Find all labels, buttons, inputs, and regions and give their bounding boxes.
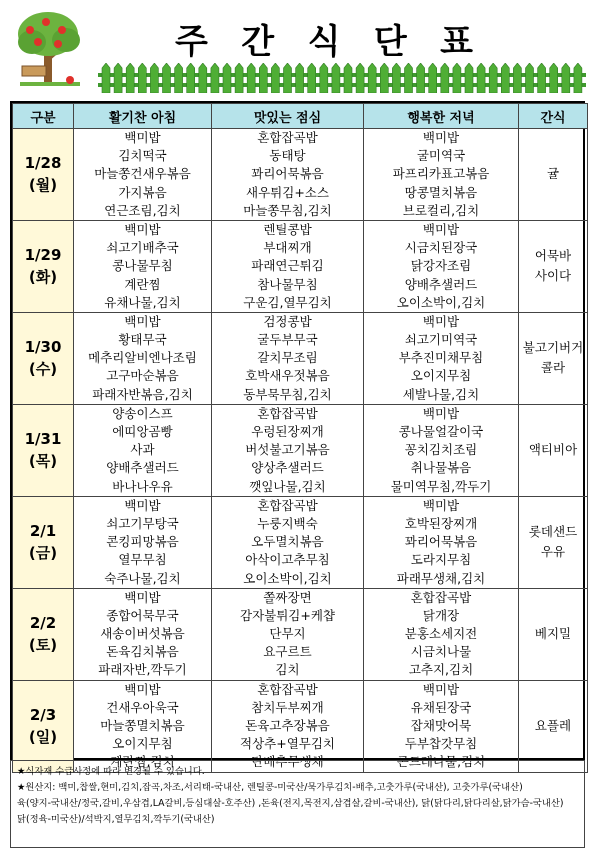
dinner-cell [364,588,519,680]
table-row [13,404,588,496]
menu-item: 고구마순볶음 [106,368,179,384]
fence-picket [501,63,509,93]
fence-picket [320,63,328,93]
menu-item: 오이지무침 [112,736,173,752]
title-char: 식 [307,21,343,62]
menu-item: 계란찜,김치 [110,754,175,770]
menu-item: 오두멸치볶음 [251,534,324,550]
menu-item: 동태탕 [269,148,306,164]
dinner-cell [364,220,519,312]
menu-item: 콘킹피망볶음 [106,534,179,550]
title-char: 간 [241,21,277,62]
menu-item: 단무지 [269,626,306,642]
header-lunch: 맛있는 점심 [212,104,364,129]
page-title [175,18,475,62]
fence-picket [332,63,340,93]
day-of-week: (화) [28,268,58,287]
menu-item: 오이소박이,김치 [396,294,486,310]
menu-item: 세발나물,김치 [402,386,480,402]
menu-item: 메추리알비엔나조림 [88,350,197,366]
menu-item: 혼합잡곡밥 [257,681,318,697]
fence-picket [223,63,231,93]
table-row [13,496,588,588]
menu-item: 파래연근튀김 [251,258,324,274]
fence-picket [284,63,292,93]
menu-item: 쇠고기미역국 [404,332,478,348]
menu-item: 콩나물얼갈이국 [398,424,484,439]
menu-item: 백미밥 [124,313,161,329]
day-of-week: (일) [28,728,58,747]
menu-item: 백미밥 [422,130,460,145]
menu-item: 돈육김치볶음 [106,644,179,660]
menu-item: 참나물무침 [257,276,318,292]
fence-picket [380,63,388,93]
day-of-week: (수) [28,360,58,379]
snack-item: 어묵바 [534,248,572,264]
menu-item: 부대찌개 [263,240,312,256]
menu-item: 물미역무침,깍두기 [390,478,492,494]
menu-item: 김치떡국 [118,148,167,164]
menu-item: 시금치된장국 [404,240,478,256]
menu-item: 백미밥 [124,221,161,237]
menu-item: 쫄짜장면 [263,589,312,605]
menu-item: 감자불튀김+케챱 [240,607,335,623]
note-line: 육(양지-국내산/정국,갈비,우삼겹,LA갈비,등심대살-호주산) ,돈육(전지,목전지,삼겹살,갈비-국내산), 닭(닭다리,닭다리살,닭가슴-국내산) [17,798,564,809]
menu-item: 혼합잡곡밥 [257,497,318,513]
menu-item: 바나나우유 [112,478,173,494]
menu-item: 사과 [130,442,155,458]
menu-item: 쇠고기무탕국 [106,515,179,531]
menu-item: 아삭이고추무침 [245,552,330,568]
menu-item: 새송이버섯볶음 [100,626,185,642]
menu-item: 열무무침 [118,552,167,568]
dinner-cell [364,312,519,404]
menu-item: 잡채맛어묵 [410,718,472,733]
menu-item: 백미밥 [124,589,161,605]
menu-item: 버섯불고기볶음 [245,442,330,458]
header-snack: 간식 [519,104,588,129]
fence-picket [102,63,110,93]
day-date: 1/30 [24,338,62,357]
menu-item: 양상추샐러드 [251,460,324,476]
snack-item: 우유 [540,544,566,560]
green-fence-decoration [98,63,586,93]
menu-item: 단배추무생채 [251,754,324,770]
menu-item: 백미밥 [124,497,161,513]
menu-item: 마늘쫑건새우볶음 [94,166,191,182]
menu-item: 렌틸콩밥 [263,221,312,237]
snack-cell [519,220,588,312]
menu-item: 깻잎나물,김치 [249,478,326,494]
note-line: 닭(정육-미국산)/석박지,열무김치,깍두기(국내산) [17,814,215,825]
menu-item: 양배추샐러드 [404,276,478,292]
menu-item: 건새우아욱국 [106,699,179,715]
menu-table [10,101,585,770]
day-cell [13,680,74,772]
menu-item: 파래무생채,김치 [396,570,486,586]
menu-item: 유채나물,김치 [104,294,181,310]
lunch-cell [212,588,364,680]
menu-item: 숙주나물,김치 [104,570,181,586]
breakfast-cell [74,496,212,588]
menu-item: 취나물볶음 [410,460,472,476]
menu-item: 두부찹갓무침 [404,736,478,752]
fence-picket [417,63,425,93]
fence-picket [465,63,473,93]
menu-item: 양배추샐러드 [106,460,179,476]
menu-item: 땅콩멸치볶음 [404,184,478,200]
menu-item: 파프리카표고볶음 [392,166,490,182]
fence-picket [513,63,521,93]
snack-item: 사이다 [534,268,572,284]
menu-item: 호박새우젓볶음 [245,368,330,384]
fence-picket [199,63,207,93]
menu-item: 동부묵무침,김치 [243,386,332,402]
menu-item: 돈육고추장볶음 [245,718,330,733]
fence-picket [562,63,570,93]
snack-item: 롯데샌드 [528,524,578,540]
snack-cell [519,312,588,404]
menu-item: 혼합잡곡밥 [410,589,472,605]
fence-picket [405,63,413,93]
fence-picket [126,63,134,93]
day-date: 1/29 [24,246,62,265]
breakfast-cell [74,220,212,312]
fence-picket [392,63,400,93]
note-line: ★원산지: 백미,찹쌀,현미,김치,잡곡,차조,서리태-국내산, 렌틸콩-미국산/묵가루김치-배추,고춧가루(국내산), 고춧가루(국내산) [17,782,523,793]
table-row [13,588,588,680]
fence-picket [538,63,546,93]
title-char: 표 [440,21,475,62]
menu-item: 시금치나물 [410,644,472,660]
note-line: ★식자재 수급사정에 따라 변경될 수 있습니다. [17,766,205,777]
header-category: 구분 [13,104,74,129]
menu-item: 혼합잡곡밥 [257,130,318,145]
fence-picket [453,63,461,93]
lunch-cell [212,404,364,496]
day-date: 2/1 [29,522,57,541]
lunch-cell [212,680,364,772]
fence-picket [308,63,316,93]
fence-picket [175,63,183,93]
fence-picket [477,63,485,93]
menu-item: 백미밥 [422,681,460,697]
table-row [13,680,588,772]
menu-item: 백미밥 [422,405,460,421]
snack-item: 액티비아 [528,442,578,458]
header-dinner: 행복한 저녁 [364,104,519,129]
menu-item: 도라지무침 [410,552,472,568]
fence-picket [429,63,437,93]
menu-item: 종합어묵무국 [106,607,179,623]
snack-cell [519,588,588,680]
header [0,0,594,98]
day-date: 2/2 [29,614,57,633]
menu-item: 새우튀김+소스 [246,184,329,200]
menu-item: 혼합잡곡밥 [257,405,318,421]
menu-item: 마늘쫑멸치볶음 [100,718,185,733]
breakfast-cell [74,129,212,221]
menu-item: 유채된장국 [410,699,472,715]
menu-item: 김치 [275,662,300,678]
menu-item: 마늘쫑무침,김치 [243,202,332,218]
table-row [13,220,588,312]
day-cell [13,588,74,680]
menu-item: 가지볶음 [118,184,167,200]
dinner-cell [364,129,519,221]
menu-item: 백미밥 [422,313,460,329]
snack-cell [519,129,588,221]
menu-item: 고추지,김치 [408,662,474,678]
fence-picket [574,63,582,93]
menu-item: 백미밥 [124,130,161,145]
menu-item: 굴두부무국 [257,332,318,348]
breakfast-cell [74,588,212,680]
menu-item: 닭개장 [422,607,460,623]
fence-picket [247,63,255,93]
notes-box [10,760,585,848]
menu-item: 황태무국 [118,332,167,348]
menu-item: 파래자반,깍두기 [98,662,187,678]
breakfast-cell [74,680,212,772]
fence-picket [187,63,195,93]
fence-picket [150,63,158,93]
snack-item: 요플레 [534,718,572,734]
fence-picket [114,63,122,93]
menu-item: 굴미역국 [416,148,466,164]
menu-item: 적상추+열무김치 [240,736,335,752]
menu-item: 갈치무조림 [257,350,318,366]
menu-item: 우렁된장찌개 [251,424,324,439]
day-date: 2/3 [29,706,57,725]
snack-cell [519,680,588,772]
dinner-cell [364,680,519,772]
menu-item: 브로컬리,김치 [402,202,480,218]
menu-item: 에띠앙곰빵 [112,424,173,439]
dinner-cell [364,496,519,588]
lunch-cell [212,312,364,404]
menu-item: 참치두부찌개 [251,699,324,715]
day-of-week: (금) [28,544,58,563]
snack-cell [519,496,588,588]
menu-item: 꽈리어묵볶음 [251,166,324,182]
day-date: 1/28 [24,154,62,173]
fence-picket [489,63,497,93]
menu-item: 오이소박이,김치 [243,570,332,586]
menu-item: 계란찜 [124,276,161,292]
day-cell [13,404,74,496]
breakfast-cell [74,312,212,404]
menu-item: 곤드레나물,김치 [396,754,486,770]
menu-item: 꽁치김치조림 [404,442,478,458]
menu-item: 요구르트 [263,644,312,660]
fence-picket [344,63,352,93]
snack-item: 귤 [546,166,560,182]
menu-item: 분홍소세지전 [404,626,478,642]
snack-item: 콜라 [540,360,566,376]
dinner-cell [364,404,519,496]
snack-item: 불고기버거 [522,340,584,356]
lunch-cell [212,220,364,312]
fence-picket [163,63,171,93]
fence-picket [550,63,558,93]
fence-picket [271,63,279,93]
table-header-row [13,104,588,129]
menu-item: 닭강자조림 [410,258,472,274]
title-char: 단 [373,21,409,62]
menu-item: 검정콩밥 [263,313,312,329]
fence-picket [296,63,304,93]
day-cell [13,496,74,588]
menu-item: 호박된장찌개 [404,515,478,531]
day-of-week: (월) [28,176,58,195]
fence-picket [138,63,146,93]
day-of-week: (토) [28,636,58,655]
fence-picket [211,63,219,93]
lunch-cell [212,496,364,588]
day-date: 1/31 [24,430,62,449]
fence-picket [368,63,376,93]
snack-cell [519,404,588,496]
menu-item: 파래자반볶음,김치 [92,386,193,402]
menu-item: 콩나물무침 [112,258,173,274]
fence-picket [259,63,267,93]
menu-item: 부추진미채무침 [398,350,484,366]
fence-picket [235,63,243,93]
menu-item: 구운김,열무김치 [243,294,332,310]
menu-item: 백미밥 [422,497,460,513]
breakfast-cell [74,404,212,496]
table-row [13,312,588,404]
menu-item: 꽈리어묵볶음 [404,534,478,550]
fence-picket [526,63,534,93]
fence-picket [441,63,449,93]
menu-item: 백미밥 [124,681,161,697]
header-breakfast: 활기찬 아침 [74,104,212,129]
snack-item: 베지밀 [534,626,572,642]
menu-item: 누룽지백숙 [257,515,318,531]
day-of-week: (목) [28,452,58,471]
menu-item: 양송이스프 [112,405,173,421]
fence-picket [356,63,364,93]
title-char: 주 [175,21,210,62]
day-cell [13,220,74,312]
table-row [13,129,588,221]
menu-item: 백미밥 [422,221,460,237]
day-cell [13,312,74,404]
menu-item: 연근조림,김치 [104,202,181,218]
lunch-cell [212,129,364,221]
apple-tree-icon [8,8,90,90]
day-cell [13,129,74,221]
menu-item: 오이지무침 [410,368,472,384]
menu-item: 쇠고기배추국 [106,240,179,256]
